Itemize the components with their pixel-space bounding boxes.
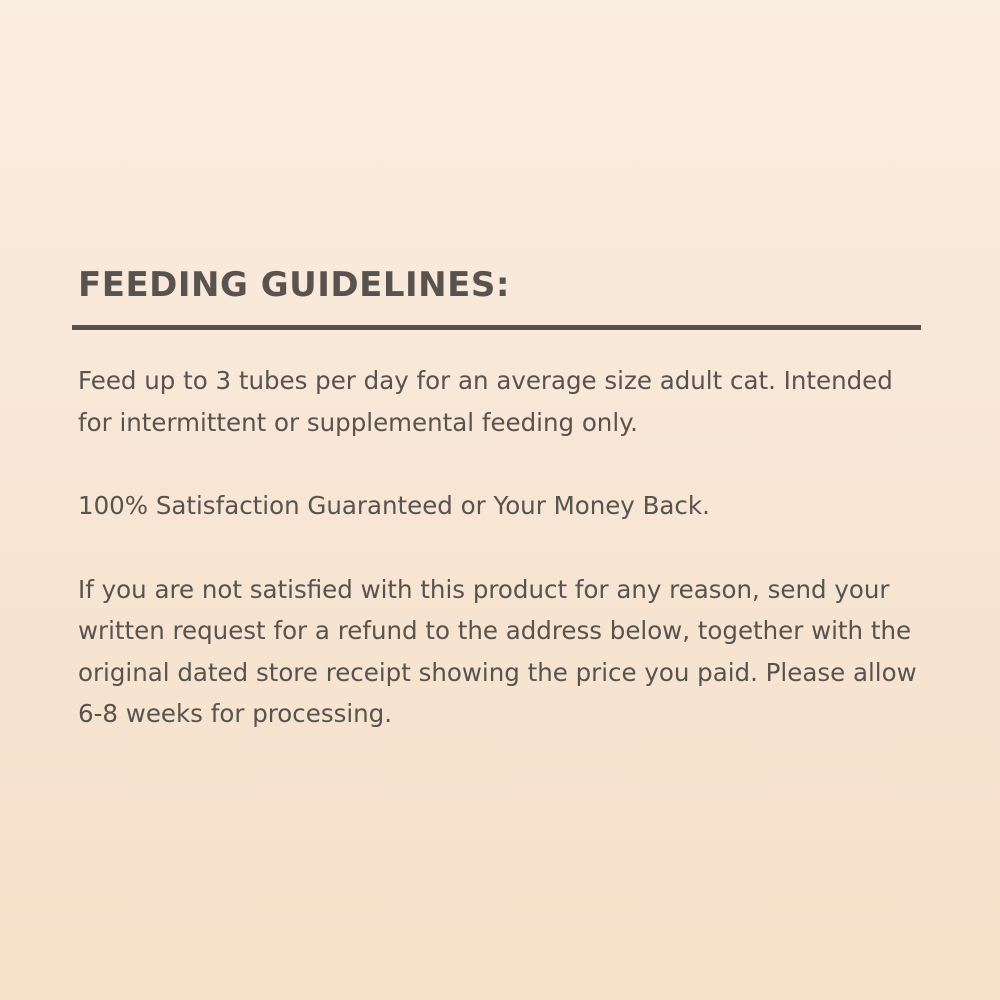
guarantee-paragraph: 100% Satisfaction Guaranteed or Your Money Back. [78,491,710,520]
guidelines-body [76,360,921,735]
feeding-instructions-paragraph: Feed up to 3 tubes per day for an average size adult cat. Intended for intermittent or supplemental feeding only. [78,366,893,437]
title-divider [72,325,921,330]
refund-policy-paragraph: If you are not satisfied with this product for any reason, send your written request for a refund to the address below, together with the original dated store receipt showing the price you paid. Please allow 6-8 weeks for processing. [78,574,917,728]
page-title: FEEDING GUIDELINES: [78,265,510,305]
guidelines-panel [76,262,921,735]
